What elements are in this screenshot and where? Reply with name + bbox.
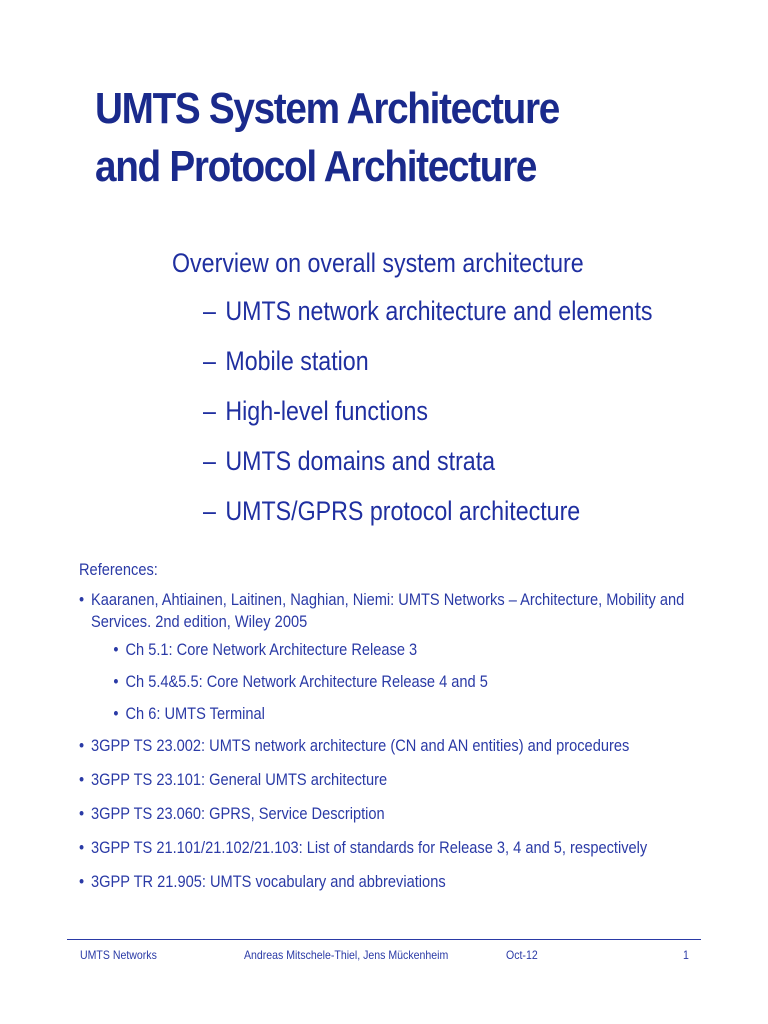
reference-item-spec: • 3GPP TS 23.002: UMTS network architecture (CN and AN entities) and procedures [79,736,630,755]
footer-divider [67,939,701,940]
footer-date: Oct-12 [506,948,538,962]
bullet-icon: • [113,672,119,691]
bullet-icon: • [79,736,85,755]
footer-course: UMTS Networks [80,948,157,962]
bullet-icon: • [113,640,119,659]
dash-marker: – [203,296,216,326]
chapter-item: • Ch 5.1: Core Network Architecture Release 3 [113,640,418,659]
bullet-icon: • [113,704,119,723]
chapter-list [91,639,684,725]
bullet-icon: • [79,770,85,789]
references-list [79,589,684,893]
reference-item-spec: • 3GPP TS 23.101: General UMTS architecture [79,770,388,789]
overview-heading: Overview on overall system architecture [172,248,584,278]
chapter-item: • Ch 5.4&5.5: Core Network Architecture Release 4 and 5 [113,672,488,691]
book-line-1: Kaaranen, Ahtiainen, Laitinen, Naghian, Niemi: UMTS Networks – Architecture, Mobility and [91,590,685,609]
bullet-icon: • [79,804,85,823]
book-line-2: Services. 2nd edition, Wiley 2005 [91,612,308,631]
overview-item: – Mobile station [203,346,369,376]
bullet-icon: • [79,838,85,857]
overview-list [203,294,653,544]
title-line-1: UMTS System Architecture [95,84,559,133]
bullet-icon: • [79,590,85,609]
reference-item-spec: • 3GPP TS 23.060: GPRS, Service Description [79,804,385,823]
overview-item: – High-level functions [203,396,428,426]
title-line-2: and Protocol Architecture [95,142,537,191]
reference-item-book [79,589,684,725]
reference-item-spec: • 3GPP TR 21.905: UMTS vocabulary and abbreviations [79,872,446,891]
footer-authors: Andreas Mitschele-Thiel, Jens Mückenheim [244,948,449,962]
dash-marker: – [203,446,216,476]
chapter-item: • Ch 6: UMTS Terminal [113,704,265,723]
overview-item: – UMTS domains and strata [203,446,496,476]
overview-item: – UMTS/GPRS protocol architecture [203,496,581,526]
dash-marker: – [203,396,216,426]
footer-page-number: 1 [683,948,689,962]
dash-marker: – [203,496,216,526]
references-heading: References: [79,560,158,579]
slide-title [95,80,559,196]
bullet-icon: • [79,872,85,891]
overview-item: – UMTS network architecture and elements [203,296,653,326]
dash-marker: – [203,346,216,376]
reference-item-spec: • 3GPP TS 21.101/21.102/21.103: List of standards for Release 3, 4 and 5, respectively [79,838,648,857]
references-section [79,559,684,893]
